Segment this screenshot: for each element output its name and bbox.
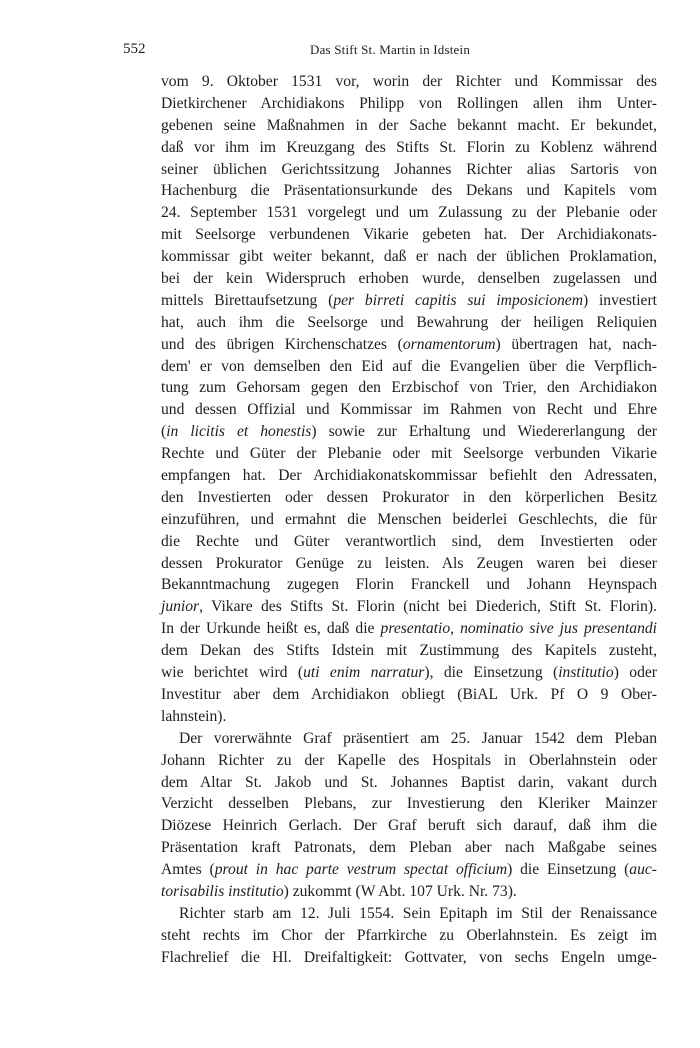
text-segment: (	[161, 423, 167, 441]
text-segment: dem Dekan des Stifts Idstein mit Zustimmung des Kapitels zusteht,	[161, 642, 657, 660]
italic-latin-phrase: uti enim narratur	[303, 664, 425, 682]
text-line	[161, 640, 657, 662]
text-line	[161, 487, 657, 509]
italic-latin-phrase: in licitis et honestis	[166, 423, 312, 441]
text-segment: In der Urkunde heißt es, daß die	[161, 620, 381, 638]
text-segment: ) sowie zur Erhaltung und Wiedererlangung der	[311, 423, 657, 441]
text-line	[161, 443, 657, 465]
text-line	[161, 859, 657, 881]
text-segment: Diözese Heinrich Gerlach. Der Graf beruft sich darauf, daß ihm die	[161, 817, 657, 835]
text-segment: daß vor ihm im Kreuzgang des Stifts St. Florin zu Koblenz während	[161, 138, 657, 156]
text-line	[161, 574, 657, 596]
text-segment: , Vikare des Stifts St. Florin (nicht bei Diederich, Stift St. Florin).	[199, 598, 657, 616]
text-segment: Hachenburg die Präsentationsurkunde des Dekans und Kapitels vom	[161, 182, 657, 200]
text-line	[161, 377, 657, 399]
body-text	[161, 71, 657, 969]
text-segment: hat, auch ihm die Seelsorge und Bewahrung der heiligen Reliquien	[161, 313, 657, 331]
text-segment: ) die Einsetzung (	[507, 861, 630, 879]
text-line	[161, 531, 657, 553]
text-segment: Präsentation kraft Patronats, dem Pleban aber nach Maßgabe seines	[161, 839, 657, 857]
text-line	[161, 815, 657, 837]
text-segment: die Rechte und Güter verantwortlich sind, dem Investierten oder	[161, 532, 657, 550]
text-segment: und dessen Offizial und Kommissar im Rahmen von Recht und Ehre	[161, 401, 657, 419]
text-line	[161, 618, 657, 640]
text-segment: lahnstein).	[161, 707, 227, 725]
text-line	[161, 750, 657, 772]
text-segment: mit Seelsorge verbundenen Vikarie gebeten hat. Der Archidiakonats-	[161, 226, 657, 244]
text-line	[161, 465, 657, 487]
italic-latin-phrase: ornamentorum	[402, 335, 496, 353]
text-segment: bei der kein Widerspruch erhoben wurde, denselben zugelassen und	[161, 270, 657, 288]
text-line	[161, 728, 657, 750]
text-segment: ) investiert	[582, 291, 658, 309]
text-segment: Investitur aber dem Archidiakon obliegt (BiAL Urk. Pf O 9 Ober-	[161, 685, 657, 703]
text-line	[161, 662, 657, 684]
text-line	[161, 290, 657, 312]
text-segment: Der vorerwähnte Graf präsentiert am 25. Januar 1542 dem Pleban	[179, 729, 657, 747]
text-segment: Richter starb am 12. Juli 1554. Sein Epitaph im Stil der Renaissance	[179, 904, 657, 922]
text-segment: ) zukommt (W Abt. 107 Urk. Nr. 73).	[283, 882, 517, 900]
text-segment: ), die Einsetzung (	[424, 664, 559, 682]
text-segment: empfangen hat. Der Archidiakonatskommissar befiehlt den Adressaten,	[161, 467, 657, 485]
text-line	[161, 246, 657, 268]
text-line	[161, 772, 657, 794]
text-segment: vom 9. Oktober 1531 vor, worin der Richter und Kommissar des	[161, 73, 657, 90]
text-line	[161, 596, 657, 618]
text-line	[161, 180, 657, 202]
text-segment: mittels Birettaufsetzung (	[161, 291, 334, 309]
text-segment: Amtes (	[161, 861, 215, 879]
text-line	[161, 202, 657, 224]
text-segment: Verzicht desselben Plebans, zur Investierung den Kleriker Mainzer	[161, 795, 657, 813]
text-segment: steht rechts im Chor der Pfarrkirche zu Oberlahnstein. Es zeigt im	[161, 926, 657, 944]
italic-latin-phrase: torisabilis institutio	[161, 882, 284, 900]
text-line	[161, 137, 657, 159]
running-title: Das Stift St. Martin in Idstein	[309, 42, 471, 57]
text-segment: und des übrigen Kirchenschatzes (	[161, 335, 403, 353]
text-line	[161, 684, 657, 706]
italic-latin-phrase: per birreti capitis sui imposicionem	[333, 291, 583, 309]
page-number: 552	[123, 41, 146, 57]
text-segment: den Investierten oder dessen Prokurator in den körperlichen Besitz	[161, 488, 657, 506]
text-line	[161, 159, 657, 181]
page-header	[123, 41, 657, 59]
text-segment: wie berichtet wird (	[161, 664, 304, 682]
text-line	[161, 334, 657, 356]
text-segment: Rechte und Güter der Plebanie oder mit Seelsorge verbunden Vikarie	[161, 445, 657, 463]
text-line	[161, 115, 657, 137]
text-line	[161, 224, 657, 246]
text-line	[161, 553, 657, 575]
text-segment: Flachrelief die Hl. Dreifaltigkeit: Gottvater, von sechs Engeln umge-	[161, 948, 657, 966]
text-segment: tung zum Gehorsam gegen den Erzbischof von Trier, den Archidiakon	[161, 379, 657, 397]
italic-latin-phrase: auc-	[629, 861, 658, 879]
text-segment: dem Altar St. Jakob und St. Johannes Baptist darin, vakant durch	[161, 773, 657, 791]
text-line	[161, 706, 657, 728]
text-line	[161, 793, 657, 815]
text-segment: einzuführen, und ermahnt die Menschen beiderlei Geschlechts, die für	[161, 510, 657, 528]
text-line	[161, 881, 657, 903]
italic-latin-phrase: presentatio, nominatio sive jus presentandi	[380, 620, 657, 638]
text-segment: kommissar gibt weiter bekannt, daß er nach der üblichen Proklamation,	[161, 248, 657, 266]
text-line	[161, 71, 657, 93]
text-line	[161, 356, 657, 378]
text-line	[161, 93, 657, 115]
text-segment: 24. September 1531 vorgelegt und um Zulassung zu der Plebanie oder	[161, 204, 657, 222]
text-segment: Dietkirchener Archidiakons Philipp von Rollingen allen ihm Unter-	[161, 94, 657, 112]
text-line	[161, 903, 657, 925]
italic-latin-phrase: prout in hac parte vestrum spectat officium	[214, 861, 508, 879]
text-segment: Bekanntmachung zugegen Florin Franckell und Johann Heynspach	[161, 576, 657, 594]
text-line	[161, 399, 657, 421]
text-segment: dem' er von demselben den Eid auf die Evangelien über die Verpflich-	[161, 357, 657, 375]
text-line	[161, 947, 657, 969]
text-line	[161, 421, 657, 443]
text-segment: seiner üblichen Gerichtssitzung Johannes Richter alias Sartoris von	[161, 160, 657, 178]
italic-latin-phrase: institutio	[558, 664, 614, 682]
text-segment: dessen Prokurator Genüge zu leisten. Als Zeugen waren bei dieser	[161, 554, 657, 572]
italic-latin-phrase: junior	[161, 598, 200, 616]
text-line	[161, 509, 657, 531]
text-line	[161, 925, 657, 947]
text-line	[161, 312, 657, 334]
text-segment: ) oder	[613, 664, 657, 682]
text-segment: gebenen seine Maßnahmen in der Sache bekannt macht. Er bekundet,	[161, 116, 657, 134]
text-segment: ) übertragen hat, nach-	[495, 335, 657, 353]
text-line	[161, 837, 657, 859]
text-line	[161, 268, 657, 290]
text-segment: Johann Richter zu der Kapelle des Hospitals in Oberlahnstein oder	[161, 751, 657, 769]
